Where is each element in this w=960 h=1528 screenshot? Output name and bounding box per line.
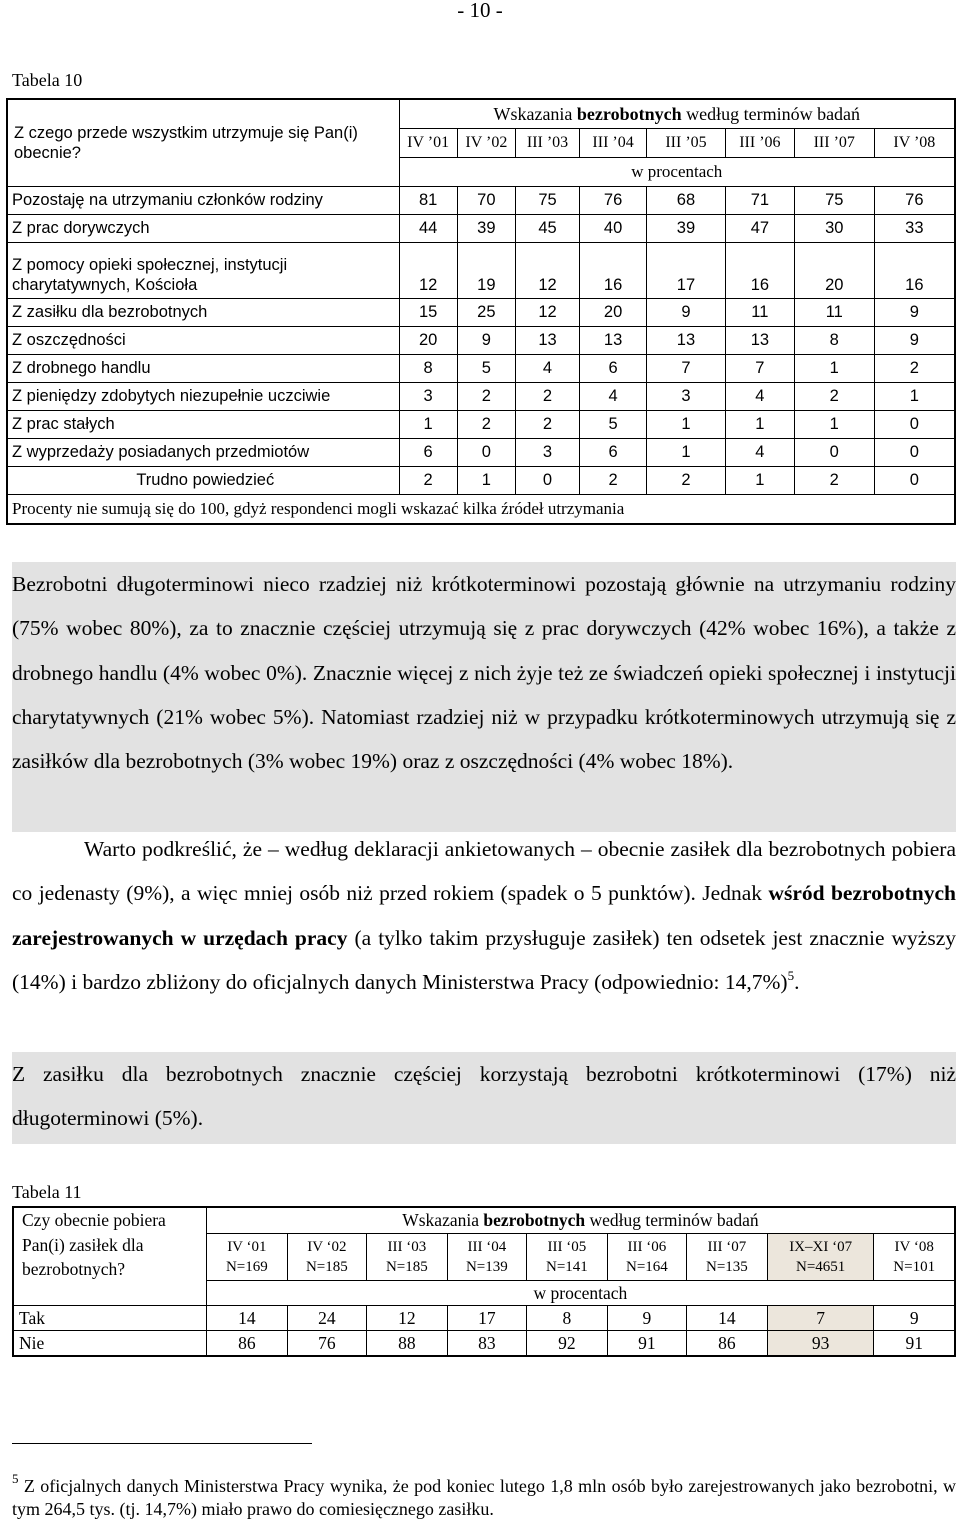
cell: 1 — [647, 439, 726, 467]
cell: 11 — [725, 299, 794, 327]
cell: 9 — [874, 1306, 955, 1331]
cell: 81 — [399, 187, 457, 215]
table-row — [7, 187, 955, 215]
cell-highlighted: 93 — [767, 1331, 874, 1357]
cell: 1 — [399, 411, 457, 439]
cell: 2 — [515, 411, 579, 439]
cell: 12 — [515, 299, 579, 327]
period-header: IV ‘01 N=169 — [206, 1234, 287, 1281]
cell: 3 — [399, 383, 457, 411]
period-header: IV ’08 — [874, 129, 955, 158]
cell: 6 — [399, 439, 457, 467]
cell: 4 — [725, 383, 794, 411]
cell: 9 — [647, 299, 726, 327]
cell: 14 — [206, 1306, 287, 1331]
cell: 75 — [515, 187, 579, 215]
cell: 83 — [447, 1331, 526, 1357]
cell: 25 — [457, 299, 515, 327]
cell: 9 — [607, 1306, 686, 1331]
cell: 40 — [580, 215, 647, 243]
row-label: Nie — [13, 1331, 206, 1357]
cell: 7 — [725, 355, 794, 383]
table-row — [7, 383, 955, 411]
cell: 71 — [725, 187, 794, 215]
row-label: Z drobnego handlu — [7, 355, 399, 383]
row-label: Z prac stałych — [7, 411, 399, 439]
cell: 70 — [457, 187, 515, 215]
cell: 47 — [725, 215, 794, 243]
row-label: Z oszczędności — [7, 327, 399, 355]
cell: 2 — [515, 383, 579, 411]
cell: 92 — [526, 1331, 607, 1357]
table-row — [7, 355, 955, 383]
period-header: III ‘04 N=139 — [447, 1234, 526, 1281]
cell: 20 — [580, 299, 647, 327]
cell: 17 — [447, 1306, 526, 1331]
cell: 76 — [874, 187, 955, 215]
period-header: III ‘07 N=135 — [686, 1234, 767, 1281]
cell: 1 — [457, 467, 515, 495]
period-header: IV ’01 — [399, 129, 457, 158]
table-row — [7, 215, 955, 243]
period-header: IV ’02 — [457, 129, 515, 158]
cell: 8 — [399, 355, 457, 383]
table10-unit: w procentach — [399, 158, 955, 187]
cell: 6 — [580, 355, 647, 383]
cell: 9 — [874, 299, 955, 327]
cell: 88 — [366, 1331, 447, 1357]
cell: 13 — [725, 327, 794, 355]
cell: 9 — [874, 327, 955, 355]
table10-question: Z czego przede wszystkim utrzymuje się Pan(i) obecnie? — [7, 99, 399, 187]
cell: 16 — [725, 243, 794, 299]
cell: 1 — [794, 355, 874, 383]
paragraph-2 — [12, 827, 956, 1004]
cell: 3 — [647, 383, 726, 411]
cell: 8 — [526, 1306, 607, 1331]
cell: 12 — [515, 243, 579, 299]
period-header: III ’05 — [647, 129, 726, 158]
cell: 13 — [647, 327, 726, 355]
cell: 91 — [607, 1331, 686, 1357]
footnote — [12, 1471, 956, 1521]
cell: 0 — [874, 439, 955, 467]
row-label: Trudno powiedzieć — [7, 467, 399, 495]
period-header: III ‘06 N=164 — [607, 1234, 686, 1281]
table10-group-header: Wskazania bezrobotnych według terminów badań — [399, 99, 955, 129]
cell: 39 — [457, 215, 515, 243]
row-label: Z pieniędzy zdobytych niezupełnie uczciwie — [7, 383, 399, 411]
cell: 76 — [287, 1331, 366, 1357]
table10-caption: Tabela 10 — [12, 70, 83, 90]
cell: 91 — [874, 1331, 955, 1357]
cell: 0 — [874, 467, 955, 495]
cell: 2 — [580, 467, 647, 495]
row-label: Pozostaję na utrzymaniu członków rodziny — [7, 187, 399, 215]
table11-question: Czy obecnie pobiera Pan(i) zasiłek dla bezrobotnych? — [13, 1207, 206, 1306]
cell: 75 — [794, 187, 874, 215]
cell: 2 — [647, 467, 726, 495]
cell: 0 — [874, 411, 955, 439]
cell: 11 — [794, 299, 874, 327]
table10 — [6, 98, 956, 525]
cell: 5 — [580, 411, 647, 439]
table-row — [7, 467, 955, 495]
period-header: III ‘05 N=141 — [526, 1234, 607, 1281]
cell: 12 — [399, 243, 457, 299]
cell: 14 — [686, 1306, 767, 1331]
cell: 24 — [287, 1306, 366, 1331]
table10-note: Procenty nie sumują się do 100, gdyż respondenci mogli wskazać kilka źródeł utrzymania — [7, 495, 955, 525]
row-label: Z wyprzedaży posiadanych przedmiotów — [7, 439, 399, 467]
cell: 2 — [399, 467, 457, 495]
paragraph-1 — [12, 562, 956, 832]
cell: 20 — [399, 327, 457, 355]
cell: 5 — [457, 355, 515, 383]
cell: 33 — [874, 215, 955, 243]
period-header: III ‘03 N=185 — [366, 1234, 447, 1281]
table-row — [13, 1331, 955, 1357]
cell: 2 — [457, 411, 515, 439]
cell: 17 — [647, 243, 726, 299]
paragraph-3-text: Z zasiłku dla bezrobotnych znacznie częściej korzystają bezrobotni krótkoterminowi (17%) niż długoterminowi (5%). — [12, 1062, 956, 1131]
row-label: Z prac dorywczych — [7, 215, 399, 243]
cell: 19 — [457, 243, 515, 299]
cell: 12 — [366, 1306, 447, 1331]
cell: 2 — [457, 383, 515, 411]
paragraph-1-text: Bezrobotni długoterminowi nieco rzadziej niż krótkoterminowi pozostają głównie na utrzymaniu rodziny (75% wobec 80%), za to znacznie częściej utrzymują się z prac dorywczych (42% wobec 16%), a także z drobnego handlu (4% wobec 0%). Znacznie więcej z nich żyje też ze świadczeń opieki społecznej i instytucji charytatywnych (21% wobec 5%). Natomiast rzadziej niż w przypadku krótkoterminowych utrzymują się z zasiłków dla bezrobotnych (3% wobec 19%) oraz z oszczędności (4% wobec 18%). — [12, 572, 956, 774]
footnote-ref: 5 — [787, 967, 795, 983]
cell: 7 — [647, 355, 726, 383]
cell: 39 — [647, 215, 726, 243]
cell: 16 — [580, 243, 647, 299]
period-header: III ’06 — [725, 129, 794, 158]
footnote-separator — [12, 1443, 312, 1444]
period-header: IV ‘02 N=185 — [287, 1234, 366, 1281]
cell: 13 — [515, 327, 579, 355]
table-row — [7, 439, 955, 467]
cell: 76 — [580, 187, 647, 215]
cell: 8 — [794, 327, 874, 355]
paragraph-2-text: Warto podkreślić, że – według deklaracji ankietowanych – obecnie zasiłek dla bezrobotnych pobiera co jedenasty (9%), a więc mniej osób niż przed rokiem (spadek o 5 punktów). Jednak wśród bezrobotnych zarejestrowanych w urzędach pracy (a tylko takim przysługuje zasiłek) ten odsetek jest znacznie wyższy (14%) i bardzo zbliżony do oficjalnych danych Ministerstwa Pracy (odpowiednio: 14,7%)$^5$. — [12, 837, 956, 994]
page-number: - 10 - — [457, 0, 503, 22]
period-header-highlighted: IX–XI ‘07 N=4651 — [767, 1234, 874, 1281]
table11-group-header: Wskazania bezrobotnych według terminów badań — [206, 1207, 955, 1234]
cell: 3 — [515, 439, 579, 467]
cell: 2 — [794, 467, 874, 495]
period-header: III ’07 — [794, 129, 874, 158]
row-label: Z zasiłku dla bezrobotnych — [7, 299, 399, 327]
cell: 1 — [794, 411, 874, 439]
cell: 86 — [206, 1331, 287, 1357]
cell: 6 — [580, 439, 647, 467]
table-row — [7, 299, 955, 327]
cell: 16 — [874, 243, 955, 299]
row-label: Z pomocy opieki społecznej, instytucji charytatywnych, Kościoła — [7, 243, 399, 299]
cell: 20 — [794, 243, 874, 299]
table11-unit: w procentach — [206, 1281, 955, 1306]
cell: 0 — [794, 439, 874, 467]
table-row — [7, 411, 955, 439]
table11-caption: Tabela 11 — [12, 1182, 82, 1202]
cell: 13 — [580, 327, 647, 355]
cell: 68 — [647, 187, 726, 215]
footnote-mark: 5 — [12, 1471, 19, 1486]
cell: 4 — [725, 439, 794, 467]
footnote-text: Z oficjalnych danych Ministerstwa Pracy wynika, że pod koniec lutego 1,8 mln osób było zarejestrowanych jako bezrobotni, w tym 264,5 tys. (tj. 14,7%) miało prawo do comiesięcznego zasiłku. — [12, 1476, 956, 1519]
cell: 1 — [874, 383, 955, 411]
cell: 2 — [794, 383, 874, 411]
period-header: IV ‘08 N=101 — [874, 1234, 955, 1281]
cell: 86 — [686, 1331, 767, 1357]
cell: 1 — [725, 411, 794, 439]
cell: 15 — [399, 299, 457, 327]
cell: 1 — [725, 467, 794, 495]
cell: 4 — [580, 383, 647, 411]
cell: 45 — [515, 215, 579, 243]
paragraph-3 — [12, 1052, 956, 1144]
table-row — [13, 1306, 955, 1331]
period-header: III ’04 — [580, 129, 647, 158]
row-label: Tak — [13, 1306, 206, 1331]
cell: 0 — [457, 439, 515, 467]
cell: 9 — [457, 327, 515, 355]
cell: 0 — [515, 467, 579, 495]
cell: 4 — [515, 355, 579, 383]
cell: 2 — [874, 355, 955, 383]
table-row — [7, 327, 955, 355]
cell: 1 — [647, 411, 726, 439]
cell: 30 — [794, 215, 874, 243]
cell-highlighted: 7 — [767, 1306, 874, 1331]
table11 — [12, 1206, 956, 1357]
period-header: III ’03 — [515, 129, 579, 158]
table-row — [7, 243, 955, 299]
cell: 44 — [399, 215, 457, 243]
